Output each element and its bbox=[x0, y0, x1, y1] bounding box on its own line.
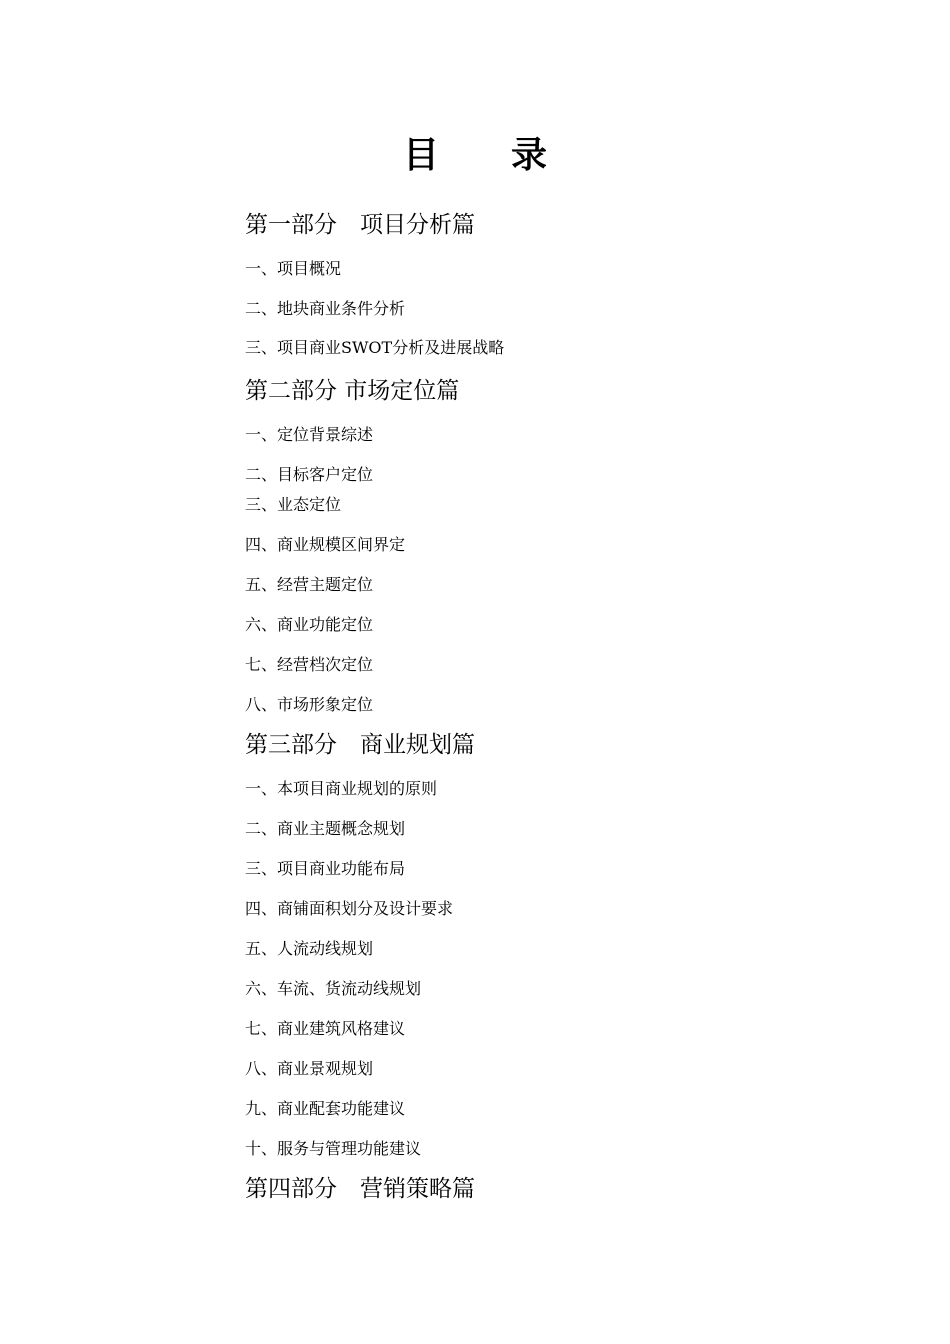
toc-item: 四、商业规模区间界定 bbox=[245, 535, 406, 554]
toc-item: 六、车流、货流动线规划 bbox=[245, 979, 422, 998]
toc-item: 二、目标客户定位 bbox=[245, 465, 374, 484]
toc-item: 八、商业景观规划 bbox=[245, 1059, 374, 1078]
toc-item: 七、经营档次定位 bbox=[245, 655, 374, 674]
toc-item: 一、本项目商业规划的原则 bbox=[245, 779, 438, 798]
toc-item: 八、市场形象定位 bbox=[245, 695, 374, 714]
part-heading-4: 第四部分 营销策略篇 bbox=[245, 1176, 475, 1202]
toc-item: 一、项目概况 bbox=[245, 259, 342, 278]
page-title: 目 录 bbox=[402, 135, 547, 176]
toc-item: 六、商业功能定位 bbox=[245, 615, 374, 634]
part-heading-1: 第一部分 项目分析篇 bbox=[245, 212, 475, 238]
part-heading-2: 第二部分 市场定位篇 bbox=[245, 378, 460, 404]
toc-item: 三、业态定位 bbox=[245, 495, 342, 514]
toc-item: 三、项目商业SWOT分析及进展战略 bbox=[245, 338, 505, 357]
toc-item: 二、地块商业条件分析 bbox=[245, 299, 406, 318]
toc-item: 四、商铺面积划分及设计要求 bbox=[245, 899, 454, 918]
toc-item: 五、经营主题定位 bbox=[245, 575, 374, 594]
toc-item: 七、商业建筑风格建议 bbox=[245, 1019, 406, 1038]
toc-item: 五、人流动线规划 bbox=[245, 939, 374, 958]
toc-item: 三、项目商业功能布局 bbox=[245, 859, 406, 878]
toc-item: 九、商业配套功能建议 bbox=[245, 1099, 406, 1118]
toc-item: 二、商业主题概念规划 bbox=[245, 819, 406, 838]
toc-item: 一、定位背景综述 bbox=[245, 425, 374, 444]
toc-item: 十、服务与管理功能建议 bbox=[245, 1139, 422, 1158]
part-heading-3: 第三部分 商业规划篇 bbox=[245, 732, 475, 758]
